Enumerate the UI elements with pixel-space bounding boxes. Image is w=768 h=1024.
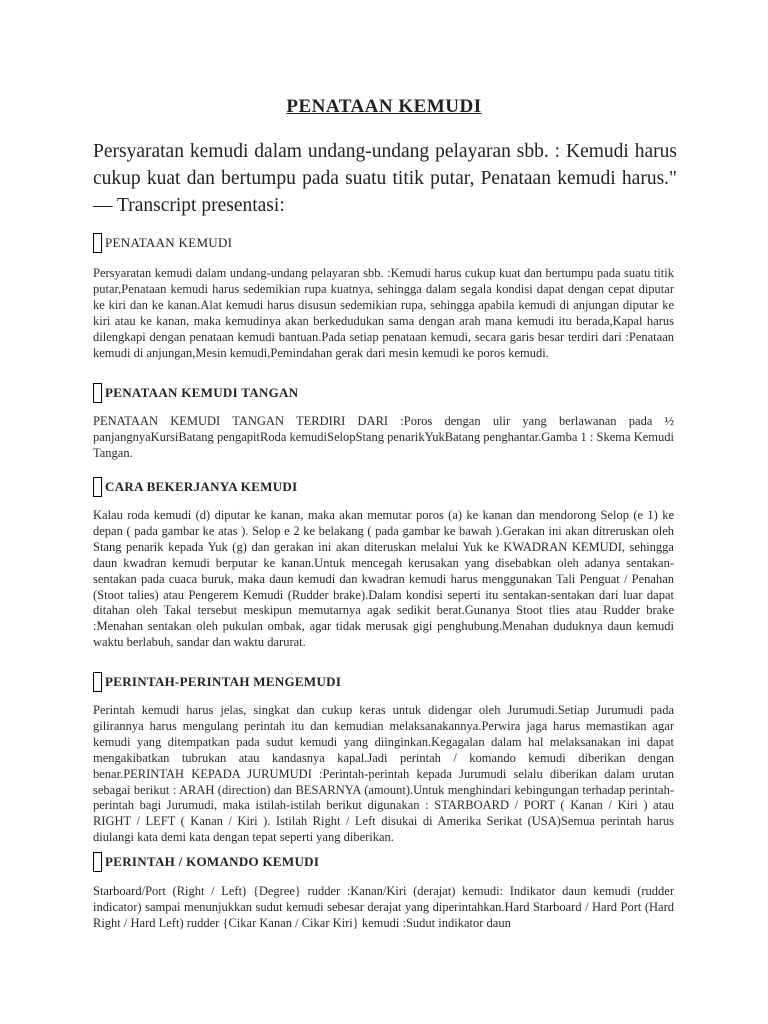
checkbox-icon	[93, 852, 102, 872]
section-heading-label: PENATAAN KEMUDI	[105, 235, 233, 250]
page-title: PENATAAN KEMUDI	[286, 96, 482, 117]
section-heading-label: PERINTAH-PERINTAH MENGEMUDI	[105, 674, 342, 689]
section-heading-cara-bekerjanya	[93, 477, 297, 497]
checkbox-icon	[93, 233, 102, 253]
section-heading-perintah-mengemudi	[93, 672, 341, 692]
checkbox-icon	[93, 383, 102, 403]
section-body-penataan-kemudi: Persyaratan kemudi dalam undang-undang pelayaran sbb. :Kemudi harus cukup kuat dan bertumpu pada suatu titik putar,Penataan kemudi harus sedemikian rupa kuatnya, sehingga dalam segala kondisi dapat dengan cepat diputar ke kiri dan ke kanan.Alat kemudi harus disusun sedemikian rupa, sehingga apabila kemudi di anjungan diputar ke kiri atau ke kanan, maka kemudinya akan berkedudukan sama dengan arah mana kemudi itu berada,Kapal harus dilengkapi dengan penataan kemudi bantuan.Pada setiap penataan kemudi, secara garis besar terdiri dari :Penataan kemudi di anjungan,Mesin kemudi,Pemindahan gerak dari mesin kemudi ke poros kemudi.	[93, 266, 674, 360]
section-body-kemudi-tangan: PENATAAN KEMUDI TANGAN TERDIRI DARI :Poros dengan ulir yang berlawanan pada ½ panjangnyaKursiBatang pengapitRoda kemudiSelopStang penarikYukBatang penghantar.Gamba 1 : Skema Kemudi Tangan.	[93, 414, 674, 460]
checkbox-icon	[93, 672, 102, 692]
section-body-perintah-mengemudi: Perintah kemudi harus jelas, singkat dan cukup keras untuk didengar oleh Jurumudi.Setiap Jurumudi pada gilirannya harus mengulang perintah itu dan kemudian melaksanakannya.Perwira jaga harus memastikan agar kemudi yang ditempatkan pada sudut kemudi yang diinginkan.Kegagalan dalam hal melaksanakan ini dapat mengakibatkan tubrukan atau kandasnya kapal.Jadi perintah / komando kemudi diberikan dengan benar.PERINTAH KEPADA JURUMUDI :Perintah-perintah kepada Jurumudi selalu diberikan dalam urutan sebagai berikut : ARAH (direction) dan BESARNYA (amount).Untuk menghindari kebingungan terhadap perintah-perintah bagi Jurumudi, maka istilah-istilah berikut digunakan : STARBOARD / PORT ( Kanan / Kiri ) atau RIGHT / LEFT ( Kanan / Kiri ). Istilah Right / Left disukai di Amerika Serikat (USA)Semua perintah harus diulangi kata demi kata dengan tepat seperti yang diberikan.	[93, 703, 674, 845]
section-body-cara-bekerjanya: Kalau roda kemudi (d) diputar ke kanan, maka akan memutar poros (a) ke kanan dan mendorong Selop (e 1) ke depan ( pada gambar ke atas ). Selop e 2 ke belakang ( pada gambar ke bawah ).Gerakan ini akan ditreruskan oleh Stang penarik kepada Yuk (g) dan gerakan ini akan diteruskan melalui Yuk ke KWADRAN KEMUDI, sehingga daun kwadran kemudi berputar ke kanan.Untuk mencegah kerusakan yang disebabkan oleh adanya sentakan-sentakan pada cuaca buruk, maka daun kemudi dan kwadran kemudi harus menggunakan Tali Penguat / Penahan (Stoot talies) atau Pengerem Kemudi (Rudder brake).Dalam kondisi seperti itu sentakan-sentakan dari luar dapat ditahan oleh Takal tersebut meskipun memutarnya agak sedikit berat.Gunanya Stoot tlies atau Rudder brake :Menahan sentakan oleh pukulan ombak, agar tidak merusak gigi penghubung.Menahan duduknya daun kemudi waktu berlabuh, sandar dan waktu darurat.	[93, 508, 674, 650]
checkbox-icon	[93, 477, 102, 497]
section-heading-label: CARA BEKERJANYA KEMUDI	[105, 479, 298, 494]
section-heading-label: PENATAAN KEMUDI TANGAN	[105, 385, 299, 400]
section-body-komando-kemudi: Starboard/Port (Right / Left) {Degree} rudder :Kanan/Kiri (derajat) kemudi: Indikator daun kemudi (rudder indicator) sampai menunjukkan sudut kemudi sebesar derajat yang diperintahkan.Hard Starboard / Hard Port (Hard Right / Hard Left) rudder {Cikar Kanan / Cikar Kiri} kemudi :Sudut indikator daun	[93, 884, 674, 930]
intro-paragraph: Persyaratan kemudi dalam undang-undang pelayaran sbb. : Kemudi harus cukup kuat dan bertumpu pada suatu titik putar, Penataan kemudi harus." — Transcript presentasi:	[93, 141, 677, 216]
section-heading-penataan-kemudi	[93, 233, 232, 253]
section-heading-label: PERINTAH / KOMANDO KEMUDI	[105, 854, 320, 869]
section-heading-kemudi-tangan	[93, 383, 298, 403]
section-heading-komando-kemudi	[93, 852, 319, 872]
